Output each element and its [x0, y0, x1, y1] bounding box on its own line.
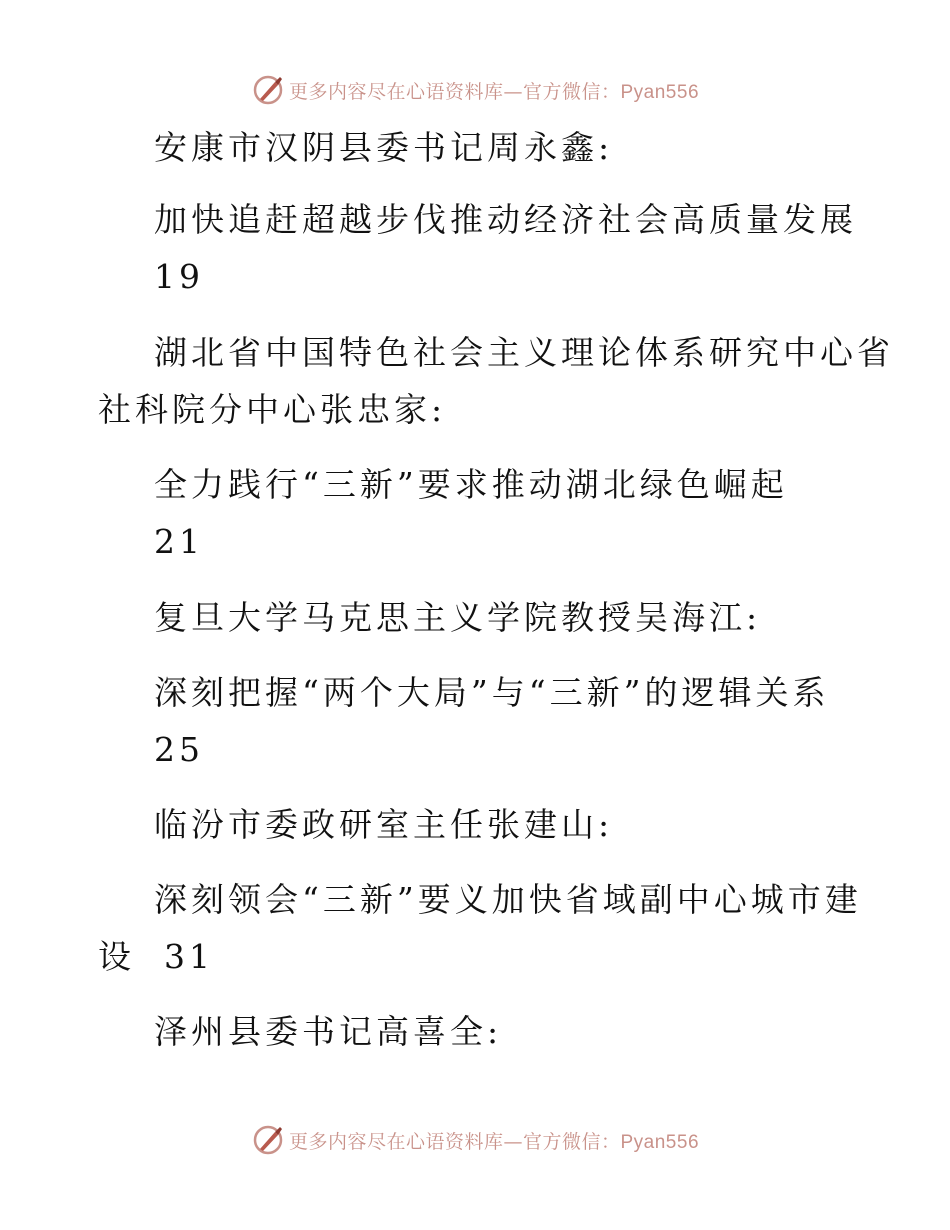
toc-title: 全力践行“三新”要求推动湖北绿色崛起 [154, 465, 788, 504]
toc-author: 临汾市委政研室主任张建山: [154, 805, 614, 844]
toc-title: 深刻把握“两个大局”与“三新”的逻辑关系 [154, 673, 830, 712]
toc-author: 湖北省中国特色社会主义理论体系研究中心省 [154, 333, 894, 372]
toc-author: 社科院分中心张忠家: [98, 390, 447, 429]
toc-page-number: 21 [154, 522, 204, 561]
footer-watermark [0, 1120, 950, 1160]
toc-author: 安康市汉阴县委书记周永鑫: [154, 128, 614, 167]
toc-title: 深刻领会“三新”要义加快省域副中心城市建 [154, 880, 862, 919]
toc-author: 泽州县委书记高喜全: [154, 1012, 503, 1051]
toc-page-number: 19 [154, 257, 204, 296]
toc-page-number: 31 [163, 937, 214, 976]
toc-page-number: 25 [154, 730, 204, 769]
watermark-text: 更多内容尽在心语资料库—官方微信：Pyan556 [288, 80, 700, 103]
toc-author: 复旦大学马克思主义学院教授吴海江: [154, 598, 762, 637]
watermark-text: 更多内容尽在心语资料库—官方微信：Pyan556 [288, 1130, 700, 1153]
toc-title: 加快追赶超越步伐推动经济社会高质量发展 [154, 200, 857, 239]
quill-pen-logo-icon [251, 1123, 285, 1157]
toc-title: 设 31 [98, 937, 214, 976]
